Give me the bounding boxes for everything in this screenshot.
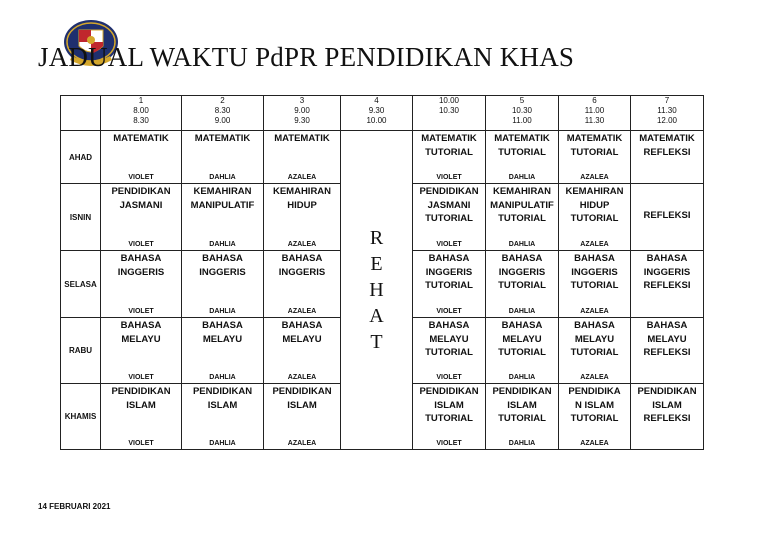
period-start: 11.00 <box>584 106 605 115</box>
rehat-break-cell <box>341 131 413 450</box>
subject-line: MANIPULATIF <box>190 199 255 211</box>
subject-line: TUTORIAL <box>425 347 473 358</box>
subject-line: MANIPULATIF <box>490 199 554 211</box>
subject-name <box>264 318 340 346</box>
period-period: 3 <box>299 96 305 105</box>
subject-name <box>413 251 485 293</box>
subject-cell <box>264 384 341 450</box>
subject-name <box>559 384 630 426</box>
subject-cell <box>559 384 631 450</box>
subject-line: TUTORIAL <box>570 347 619 358</box>
timetable-header-row <box>61 96 704 131</box>
subject-cell <box>486 184 559 251</box>
subject-line: REFLEKSI <box>643 413 691 424</box>
subject-line: MELAYU <box>282 333 322 345</box>
subject-name <box>264 184 340 212</box>
rehat-letter: H <box>369 279 384 301</box>
subject-line: REFLEKSI <box>643 280 691 291</box>
subject-line: PENDIDIKAN <box>272 386 332 397</box>
subject-line: TUTORIAL <box>425 413 473 424</box>
subject-name <box>182 384 263 412</box>
class-name: DAHLIA <box>209 374 236 381</box>
subject-cell <box>413 251 486 318</box>
subject-line: TUTORIAL <box>498 213 546 224</box>
subject-line: PENDIDIKAN <box>492 386 552 397</box>
subject-line: MELAYU <box>502 333 542 345</box>
subject-line: BAHASA <box>646 253 688 264</box>
day-label: ISNIN <box>61 184 101 251</box>
subject-line: MELAYU <box>121 333 161 345</box>
subject-cell <box>631 251 704 318</box>
subject-line: INGGERIS <box>571 266 618 278</box>
period-period: 4 <box>374 96 379 105</box>
subject-cell <box>101 384 182 450</box>
period-start: 9.30 <box>368 106 385 115</box>
subject-cell <box>486 131 559 184</box>
subject-cell <box>559 251 631 318</box>
subject-line: BAHASA <box>428 320 470 331</box>
class-name: VIOLET <box>128 308 154 315</box>
subject-line: INGGERIS <box>498 266 546 278</box>
subject-line: TUTORIAL <box>570 413 619 424</box>
subject-cell <box>182 251 264 318</box>
subject-line: INGGERIS <box>278 266 326 278</box>
subject-line: BAHASA <box>281 320 323 331</box>
period-end: 9.30 <box>294 116 310 125</box>
subject-line: MATEMATIK <box>274 133 330 144</box>
period-header-cell <box>559 96 631 131</box>
class-name: VIOLET <box>128 241 154 248</box>
subject-name <box>559 318 630 360</box>
subject-name <box>413 318 485 360</box>
rehat-letter: E <box>370 253 383 275</box>
subject-name <box>413 131 485 159</box>
class-name: VIOLET <box>436 440 462 447</box>
subject-name <box>182 318 263 346</box>
subject-line: MELAYU <box>574 333 615 345</box>
subject-line: KEMAHIRAN <box>272 186 332 197</box>
subject-name <box>101 184 181 212</box>
subject-name <box>101 318 181 346</box>
subject-line: MELAYU <box>647 333 687 345</box>
class-name: AZALEA <box>580 374 609 381</box>
subject-line: ISLAM <box>652 399 682 411</box>
subject-line: BAHASA <box>120 253 162 264</box>
class-name: AZALEA <box>287 241 317 248</box>
class-name: DAHLIA <box>508 241 536 248</box>
subject-line: BAHASA <box>202 253 243 264</box>
subject-line: MATEMATIK <box>494 133 550 144</box>
class-name: VIOLET <box>128 374 154 381</box>
subject-line: HIDUP <box>579 199 610 211</box>
subject-line: N ISLAM <box>574 399 615 411</box>
subject-line: MATEMATIK <box>113 133 169 144</box>
subject-cell <box>182 184 264 251</box>
period-end: 8.30 <box>133 116 149 125</box>
period-start: 8.00 <box>133 106 149 115</box>
subject-name <box>101 131 181 146</box>
subject-line: PENDIDIKAN <box>637 386 697 397</box>
subject-line: PENDIDIKA <box>568 386 621 397</box>
subject-name <box>486 131 558 159</box>
subject-line: JASMANI <box>427 199 471 211</box>
subject-name <box>486 318 558 360</box>
subject-name <box>413 184 485 226</box>
class-name: AZALEA <box>580 440 609 447</box>
subject-line: MELAYU <box>429 333 469 345</box>
subject-cell <box>101 251 182 318</box>
subject-line: MATEMATIK <box>194 133 251 144</box>
subject-line: BAHASA <box>501 253 543 264</box>
subject-cell <box>182 318 264 384</box>
class-name: DAHLIA <box>508 440 536 447</box>
period-header-cell <box>101 96 182 131</box>
subject-line: HIDUP <box>287 199 317 211</box>
subject-cell <box>413 318 486 384</box>
subject-name <box>182 131 263 146</box>
subject-cell <box>631 318 704 384</box>
subject-cell <box>101 318 182 384</box>
subject-line: TUTORIAL <box>570 146 619 158</box>
subject-cell <box>182 131 264 184</box>
subject-name <box>631 318 703 360</box>
subject-cell <box>486 318 559 384</box>
subject-name <box>264 131 340 146</box>
header-corner-cell <box>61 96 101 131</box>
rehat-letter: A <box>369 305 384 327</box>
subject-line: PENDIDIKAN <box>111 386 171 397</box>
subject-line: PENDIDIKAN <box>111 186 171 197</box>
rehat-letter: T <box>370 331 383 353</box>
subject-line: TUTORIAL <box>498 413 546 424</box>
subject-line: TUTORIAL <box>570 213 619 224</box>
subject-line: INGGERIS <box>117 266 165 278</box>
subject-name <box>559 184 630 226</box>
subject-line: BAHASA <box>281 253 323 264</box>
subject-line: ISLAM <box>126 399 156 411</box>
subject-line: BAHASA <box>202 320 243 331</box>
period-header-cell <box>341 96 413 131</box>
subject-cell <box>486 251 559 318</box>
subject-line: MATEMATIK <box>421 133 477 144</box>
day-label: RABU <box>61 318 101 384</box>
class-name: AZALEA <box>287 308 317 315</box>
subject-line: KEMAHIRAN <box>565 186 624 197</box>
rehat-letter: R <box>369 227 384 249</box>
subject-line: ISLAM <box>507 399 537 411</box>
subject-name <box>486 184 558 226</box>
class-name: DAHLIA <box>209 440 236 447</box>
subject-line: REFLEKSI <box>643 146 691 158</box>
timetable-row <box>61 131 704 184</box>
subject-line: ISLAM <box>207 399 238 411</box>
subject-cell <box>264 131 341 184</box>
subject-cell <box>486 384 559 450</box>
period-header-cell <box>413 96 486 131</box>
period-end: 11.00 <box>512 116 532 125</box>
subject-cell <box>413 184 486 251</box>
class-name: DAHLIA <box>508 174 536 181</box>
subject-line: PENDIDIKAN <box>419 186 479 197</box>
subject-line: BAHASA <box>501 320 543 331</box>
subject-cell <box>182 384 264 450</box>
class-name: AZALEA <box>580 174 609 181</box>
class-name: DAHLIA <box>209 308 236 315</box>
subject-cell <box>264 251 341 318</box>
subject-line: TUTORIAL <box>498 146 546 158</box>
subject-cell <box>101 184 182 251</box>
period-start: 11.30 <box>657 106 677 115</box>
period-period: 5 <box>519 96 525 105</box>
subject-line: KEMAHIRAN <box>492 186 552 197</box>
period-start: 9.00 <box>294 106 310 115</box>
period-period: 7 <box>664 96 670 105</box>
class-name: AZALEA <box>580 308 609 315</box>
subject-line: ISLAM <box>287 399 317 411</box>
subject-cell <box>631 384 704 450</box>
subject-line: ISLAM <box>434 399 464 411</box>
period-start: 8.30 <box>214 106 231 115</box>
class-name: VIOLET <box>436 374 462 381</box>
subject-line: BAHASA <box>574 253 615 264</box>
subject-cell <box>101 131 182 184</box>
subject-line: PENDIDIKAN <box>419 386 479 397</box>
class-name: VIOLET <box>436 241 462 248</box>
subject-name <box>101 384 181 412</box>
subject-name <box>486 384 558 426</box>
subject-line: BAHASA <box>428 253 470 264</box>
class-name: VIOLET <box>128 440 154 447</box>
subject-name <box>559 251 630 293</box>
document-date: 14 FEBRUARI 2021 <box>38 502 111 511</box>
subject-line: JASMANI <box>119 199 163 211</box>
subject-name <box>264 384 340 412</box>
period-end: 10.00 <box>366 116 387 125</box>
period-period: 6 <box>592 96 597 105</box>
period-header-cell <box>631 96 704 131</box>
subject-line: MATEMATIK <box>639 133 695 144</box>
subject-line: REFLEKSI <box>643 347 691 358</box>
subject-name <box>631 184 703 223</box>
subject-name <box>264 251 340 279</box>
subject-line: INGGERIS <box>199 266 246 278</box>
subject-name <box>486 251 558 293</box>
subject-cell <box>559 131 631 184</box>
period-end: 9.00 <box>214 116 231 125</box>
period-period: 1 <box>138 96 144 105</box>
subject-name <box>631 384 703 426</box>
day-label: SELASA <box>61 251 101 318</box>
class-name: AZALEA <box>580 241 609 248</box>
timetable <box>60 95 704 450</box>
subject-line: TUTORIAL <box>498 347 546 358</box>
page-title: JADUAL WAKTU PdPR PENDIDIKAN KHAS <box>38 42 575 72</box>
class-name: AZALEA <box>287 174 317 181</box>
period-start: 10.30 <box>511 106 533 115</box>
subject-line: MELAYU <box>202 333 243 345</box>
subject-line: INGGERIS <box>643 266 691 278</box>
subject-line: TUTORIAL <box>498 280 546 291</box>
subject-name <box>559 131 630 159</box>
subject-name <box>182 184 263 212</box>
subject-line: TUTORIAL <box>425 213 473 224</box>
class-name: AZALEA <box>287 440 317 447</box>
subject-name <box>413 384 485 426</box>
subject-cell <box>413 384 486 450</box>
subject-line: KEMAHIRAN <box>193 186 252 197</box>
subject-cell <box>559 184 631 251</box>
class-name: AZALEA <box>287 374 317 381</box>
subject-cell <box>264 318 341 384</box>
subject-name <box>182 251 263 279</box>
period-end: 12.00 <box>656 116 678 125</box>
class-name: VIOLET <box>436 308 462 315</box>
subject-name <box>631 131 703 159</box>
subject-cell <box>559 318 631 384</box>
subject-name <box>101 251 181 279</box>
class-name: DAHLIA <box>209 174 236 181</box>
subject-line: TUTORIAL <box>425 146 473 158</box>
period-end: 10.30 <box>438 106 460 115</box>
subject-line: TUTORIAL <box>425 280 473 291</box>
period-header-cell <box>264 96 341 131</box>
period-period: 2 <box>220 96 225 105</box>
subject-cell <box>631 131 704 184</box>
subject-line: REFLEKSI <box>643 210 691 221</box>
subject-line: BAHASA <box>574 320 615 331</box>
day-label: KHAMIS <box>61 384 101 450</box>
subject-line: BAHASA <box>120 320 162 331</box>
subject-line: BAHASA <box>646 320 688 331</box>
period-header-cell <box>486 96 559 131</box>
subject-line: INGGERIS <box>425 266 473 278</box>
subject-line: MATEMATIK <box>566 133 623 144</box>
period-header-cell <box>182 96 264 131</box>
class-name: DAHLIA <box>508 308 536 315</box>
period-start: 10.00 <box>438 96 460 105</box>
subject-line: PENDIDIKAN <box>192 386 253 397</box>
subject-cell <box>264 184 341 251</box>
period-end: 11.30 <box>584 116 605 125</box>
subject-line: TUTORIAL <box>570 280 619 291</box>
subject-cell <box>413 131 486 184</box>
day-label: AHAD <box>61 131 101 184</box>
class-name: DAHLIA <box>209 241 236 248</box>
class-name: VIOLET <box>436 174 462 181</box>
subject-cell <box>631 184 704 251</box>
class-name: DAHLIA <box>508 374 536 381</box>
subject-name <box>631 251 703 293</box>
class-name: VIOLET <box>128 174 154 181</box>
